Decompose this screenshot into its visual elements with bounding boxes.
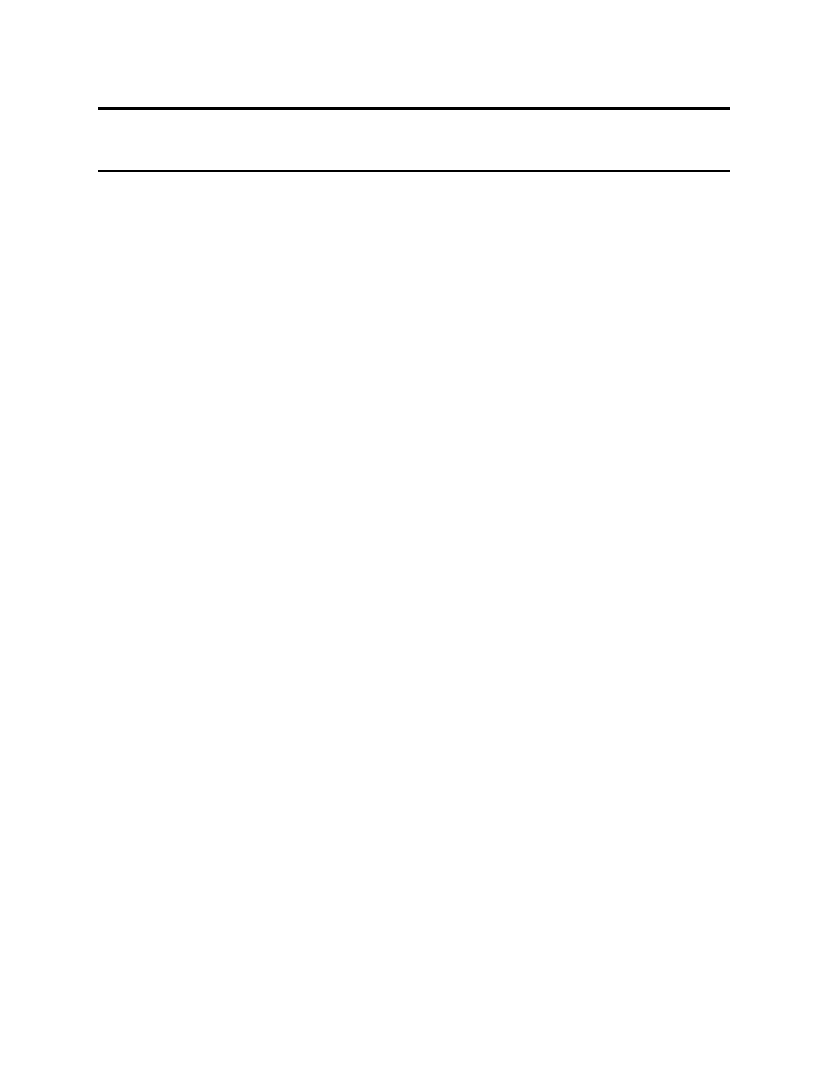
arxiv-sidebar bbox=[14, 300, 54, 760]
figure-1-charts bbox=[120, 452, 720, 627]
title-rule bbox=[98, 170, 730, 172]
figure-1 bbox=[120, 452, 720, 597]
section-heading bbox=[98, 702, 122, 719]
top-rule bbox=[98, 107, 730, 110]
